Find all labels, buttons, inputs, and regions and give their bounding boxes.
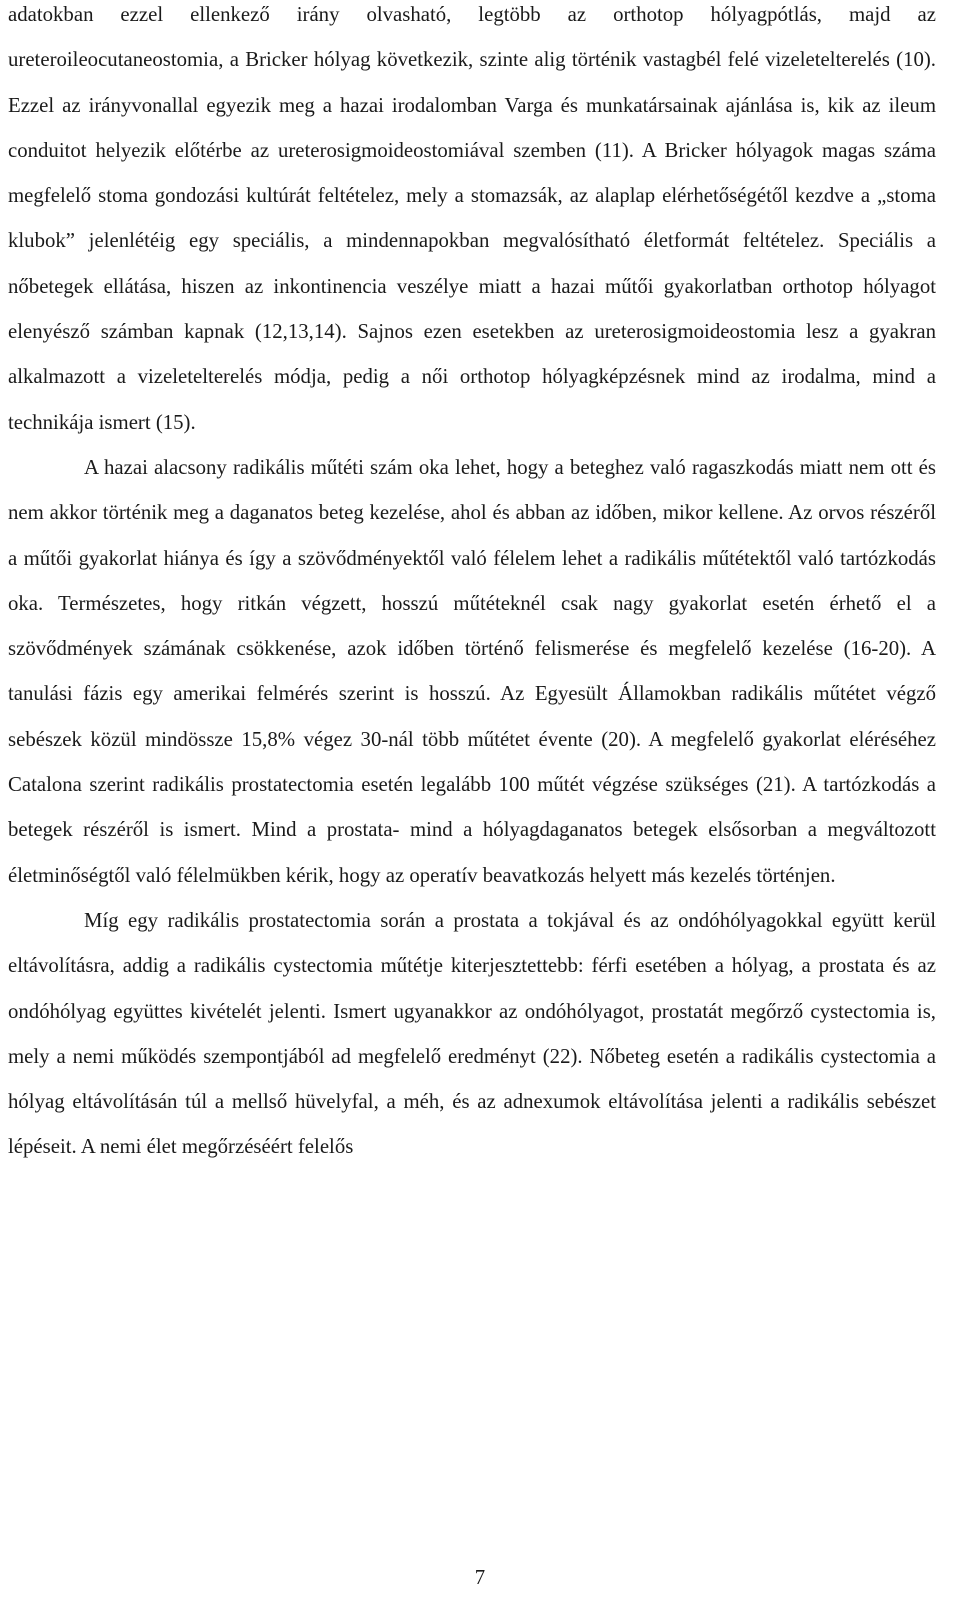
page-number: 7 (474, 1566, 486, 1589)
paragraph-continuation: adatokban ezzel ellenkező irány olvasható, legtöbb az orthotop hólyagpótlás, majd az ureteroileocutaneostomia, a Bricker hólyag következik, szinte alig történik vastagbél felé vizeletelterelés (10). Ezzel az irányvonallal egyezik meg a hazai irodalomban Varga és munkatársainak ajánlása is, kik az ileum conduitot helyezik előtérbe az ureterosigmoideostomiával szemben (11). A Bricker hólyagok magas száma megfelelő stoma gondozási kultúrát feltételez, mely a stomazsák, az alaplap elérhetőségétől kezdve a „stoma klubok” jelenlétéig egy speciális, a mindennapokban megvalósítható életformát feltételez. Speciális a nőbetegek ellátása, hiszen az inkontinencia veszélye miatt a hazai műtői gyakorlatban orthotop hólyagot elenyésző számban kapnak (12,13,14). Sajnos ezen esetekben az ureterosigmoideostomia lesz a gyakran alkalmazott a vizeletelterelés módja, pedig a női orthotop hólyagképzésnek mind az irodalma, mind a technikája ismert (15). (8, 3, 936, 434)
document-page (8, 0, 936, 1170)
paragraph-radical-surgery-rates: A hazai alacsony radikális műtéti szám oka lehet, hogy a beteghez való ragaszkodás miatt nem ott és nem akkor történik meg a daganatos beteg kezelése, ahol és abban az időben, mikor kellene. Az orvos részéről a műtői gyakorlat hiánya és így a szövődményektől való félelem lehet a radikális műtétektől való tartózkodás oka. Természetes, hogy ritkán végzett, hosszú műtéteknél csak nagy gyakorlat esetén érhető el a szövődmények számának csökkenése, azok időben történő felismerése és megfelelő kezelése (16-20). A tanulási fázis egy amerikai felmérés szerint is hosszú. Az Egyesült Államokban radikális műtétet végző sebészek közül mindössze 15,8% végez 30-nál több műtétet évente (20). A megfelelő gyakorlat eléréséhez Catalona szerint radikális prostatectomia esetén legalább 100 műtét végzése szükséges (21). A tartózkodás a betegek részéről is ismert. Mind a prostata- mind a hólyagdaganatos betegek elsősorban a megváltozott életminőségtől való félelmükben kérik, hogy az operatív beavatkozás helyett más kezelés történjen. (8, 455, 936, 887)
paragraph-cystectomy-extent: Míg egy radikális prostatectomia során a prostata a tokjával és az ondóhólyagokkal együtt kerül eltávolításra, addig a radikális cystectomia műtétje kiterjesztettebb: férfi esetében a hólyag, a prostata és az ondóhólyag együttes kivételét jelenti. Ismert ugyanakkor az ondóhólyagot, prostatát megőrző cystectomia is, mely a nemi működés szempontjából ad megfelelő eredményt (22). Nőbeteg esetén a radikális cystectomia a hólyag eltávolításán túl a mellső hüvelyfal, a méh, és az adnexumok eltávolítása jelenti a radikális sebészet lépéseit. A nemi élet megőrzéséért felelős (8, 908, 936, 1159)
